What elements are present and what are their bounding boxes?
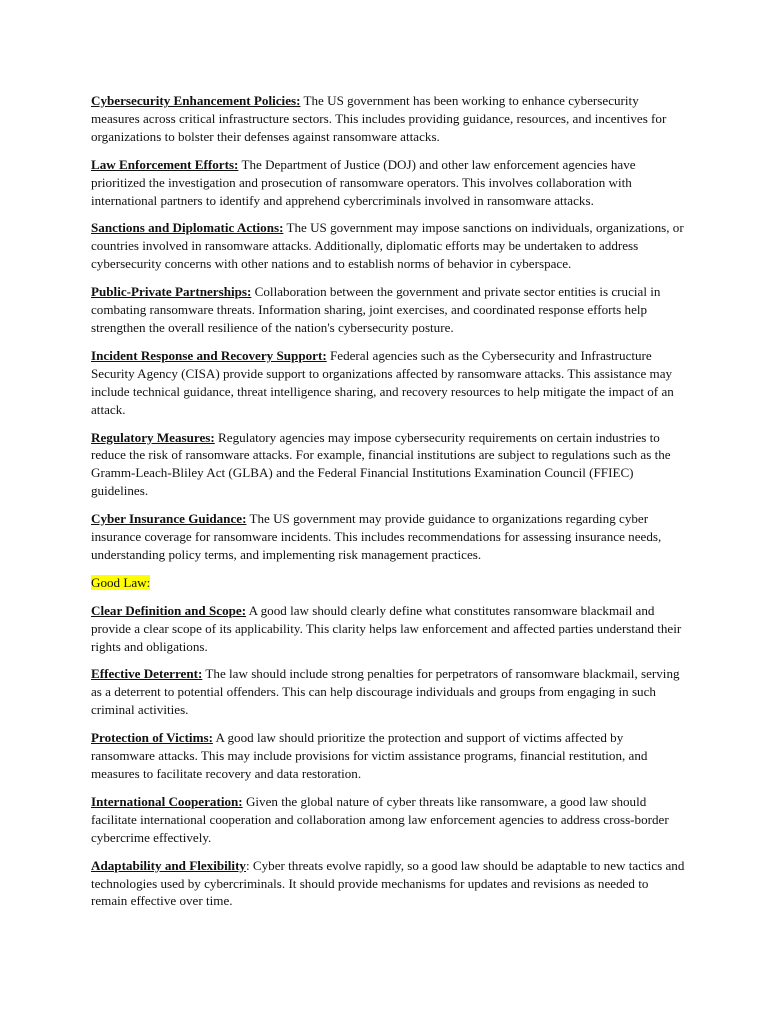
good-law-heading (91, 574, 687, 592)
paragraph-text: A good law should clearly define what constitutes ransomware blackmail and provide a clear scope of its applicability. This clarity helps law enforcement and affected parties understand their rights and obligations. (91, 602, 682, 654)
term-clear-definition-scope: Clear Definition and Scope: (91, 602, 247, 618)
paragraph-protection-of-victims (91, 729, 687, 783)
paragraph-text: The Department of Justice (DOJ) and other law enforcement agencies have prioritized the investigation and prosecution of ransomware operators. This involves collaboration with international partners to identify and apprehend cybercriminals involved in ransomware attacks. (91, 156, 636, 208)
paragraph-law-enforcement-efforts (91, 156, 687, 210)
paragraph-text: Collaboration between the government and private sector entities is crucial in combating ransomware threats. Information sharing, joint exercises, and coordinated response efforts help strengthen the overall resilience of the nation's cybersecurity posture. (91, 284, 661, 335)
good-law-heading-text: Good Law: (91, 574, 151, 590)
document-page (91, 92, 687, 920)
paragraph-text: The US government may impose sanctions on individuals, organizations, or countries involved in ransomware attacks. Additionally, diplomatic efforts may be undertaken to address cybersecurity concerns with other nations and to establish norms of behavior in cyberspace. (91, 220, 684, 272)
term-protection-of-victims: Protection of Victims: (91, 730, 213, 746)
paragraph-text: Given the global nature of cyber threats like ransomware, a good law should facilitate international cooperation and collaboration among law enforcement agencies to address cross-border cybercrime effectively. (91, 793, 669, 845)
paragraph-text: Federal agencies such as the Cybersecurity and Infrastructure Security Agency (CISA) provide support to organizations affected by ransomware attacks. This assistance may include technical guidance, threat intelligence sharing, and recovery resources to help mitigate the impact of an attack. (91, 347, 674, 417)
paragraph-text: : Cyber threats evolve rapidly, so a good law should be adaptable to new tactics and technologies used by cybercriminals. It should provide mechanisms for updates and revisions as needed to remain effective over time. (91, 857, 685, 909)
paragraph-cyber-insurance-guidance (91, 510, 687, 564)
term-effective-deterrent: Effective Deterrent: (91, 666, 203, 682)
term-cyber-insurance-guidance: Cyber Insurance Guidance: (91, 511, 247, 527)
term-regulatory-measures: Regulatory Measures: (91, 429, 215, 445)
term-cybersecurity-enhancement-policies: Cybersecurity Enhancement Policies: (91, 93, 301, 108)
paragraph-text: The US government may provide guidance to organizations regarding cyber insurance coverage for ransomware incidents. This includes recommendations for assessing insurance needs, understanding policy terms, and implementing risk management practices. (91, 511, 662, 562)
paragraph-international-cooperation (91, 793, 687, 847)
term-incident-response-recovery: Incident Response and Recovery Support: (91, 347, 327, 363)
term-adaptability-flexibility: Adaptability and Flexibility (91, 857, 246, 873)
term-sanctions-diplomatic-actions: Sanctions and Diplomatic Actions: (91, 220, 284, 236)
paragraph-text: Regulatory agencies may impose cybersecurity requirements on certain industries to reduce the risk of ransomware attacks. For example, financial institutions are subject to regulations such as the Gramm-Leach-Bliley Act (GLBA) and the Federal Financial Institutions Examination Council (FFIEC) guidelines. (91, 429, 671, 499)
paragraph-adaptability-flexibility (91, 857, 687, 911)
paragraph-text: A good law should prioritize the protection and support of victims affected by ransomware attacks. This may include provisions for victim assistance programs, financial restitution, and measures to facilitate recovery and data restoration. (91, 730, 648, 781)
paragraph-text: The law should include strong penalties for perpetrators of ransomware blackmail, serving as a deterrent to potential offenders. This can help discourage individuals and groups from engaging in such criminal activities. (91, 666, 680, 718)
paragraph-effective-deterrent (91, 665, 687, 719)
paragraph-clear-definition-scope (91, 602, 687, 656)
term-public-private-partnerships: Public-Private Partnerships: (91, 284, 252, 300)
term-law-enforcement-efforts: Law Enforcement Efforts: (91, 156, 239, 172)
paragraph-regulatory-measures (91, 429, 687, 501)
paragraph-text: The US government has been working to enhance cybersecurity measures across critical infrastructure sectors. This includes providing guidance, resources, and incentives for organizations to bolster their defenses against ransomware attacks. (91, 93, 667, 144)
paragraph-public-private-partnerships (91, 283, 687, 337)
paragraph-incident-response-recovery (91, 347, 687, 419)
term-international-cooperation: International Cooperation: (91, 793, 243, 809)
paragraph-sanctions-diplomatic-actions (91, 219, 687, 273)
paragraph-cybersecurity-enhancement-policies (91, 92, 687, 146)
